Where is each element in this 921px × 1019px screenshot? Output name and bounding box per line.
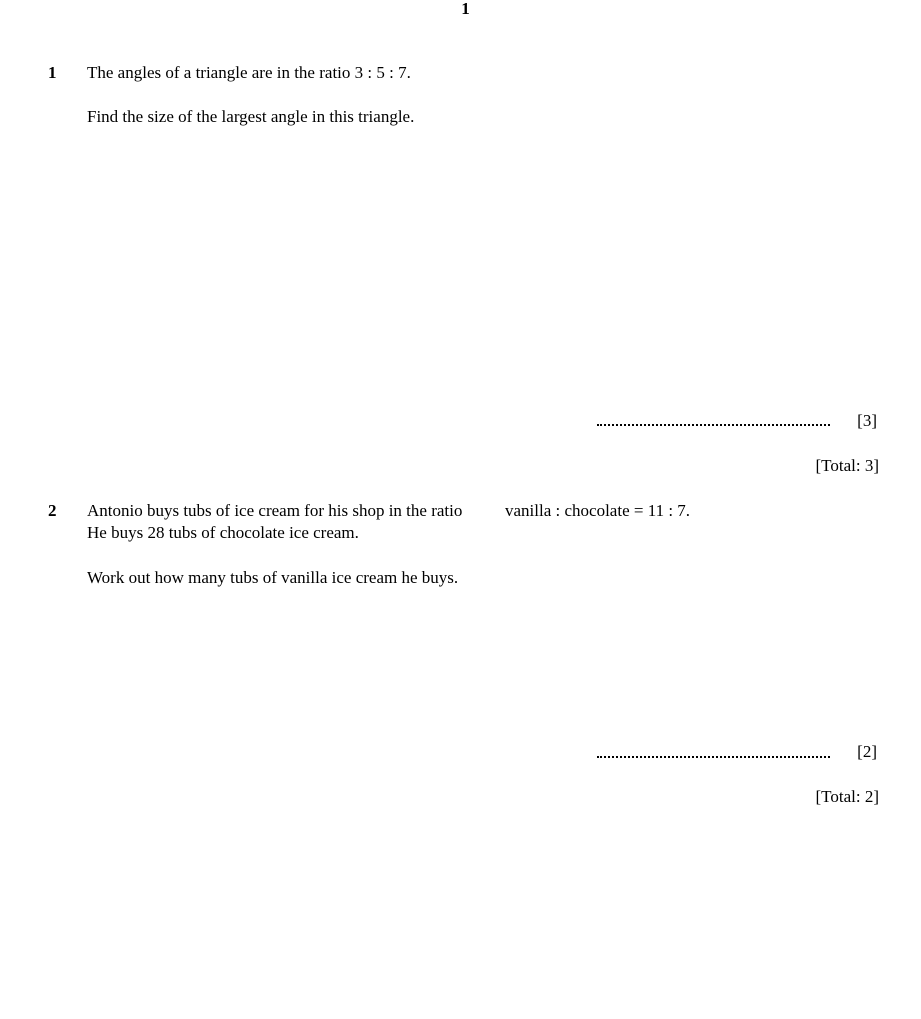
total-marks: [Total: 3] — [815, 456, 879, 475]
answer-line[interactable] — [597, 756, 830, 758]
total-marks: [Total: 2] — [815, 787, 879, 806]
question-number: 1 — [48, 63, 57, 82]
question-instruction: Work out how many tubs of vanilla ice cream he buys. — [87, 568, 459, 587]
question-text: Antonio buys tubs of ice cream for his shop in the ratio — [87, 501, 463, 520]
marks-label: [2] — [857, 742, 877, 761]
question-number: 2 — [48, 501, 57, 520]
marks-label: [3] — [857, 411, 877, 430]
answer-line[interactable] — [597, 424, 830, 426]
page-number: 1 — [461, 0, 470, 18]
question-text-line-2: He buys 28 tubs of chocolate ice cream. — [87, 523, 359, 542]
question-text: The angles of a triangle are in the ratio 3 : 5 : 7. — [87, 63, 411, 82]
ratio-statement: vanilla : chocolate = 11 : 7. — [505, 501, 691, 520]
question-instruction: Find the size of the largest angle in this triangle. — [87, 107, 415, 126]
